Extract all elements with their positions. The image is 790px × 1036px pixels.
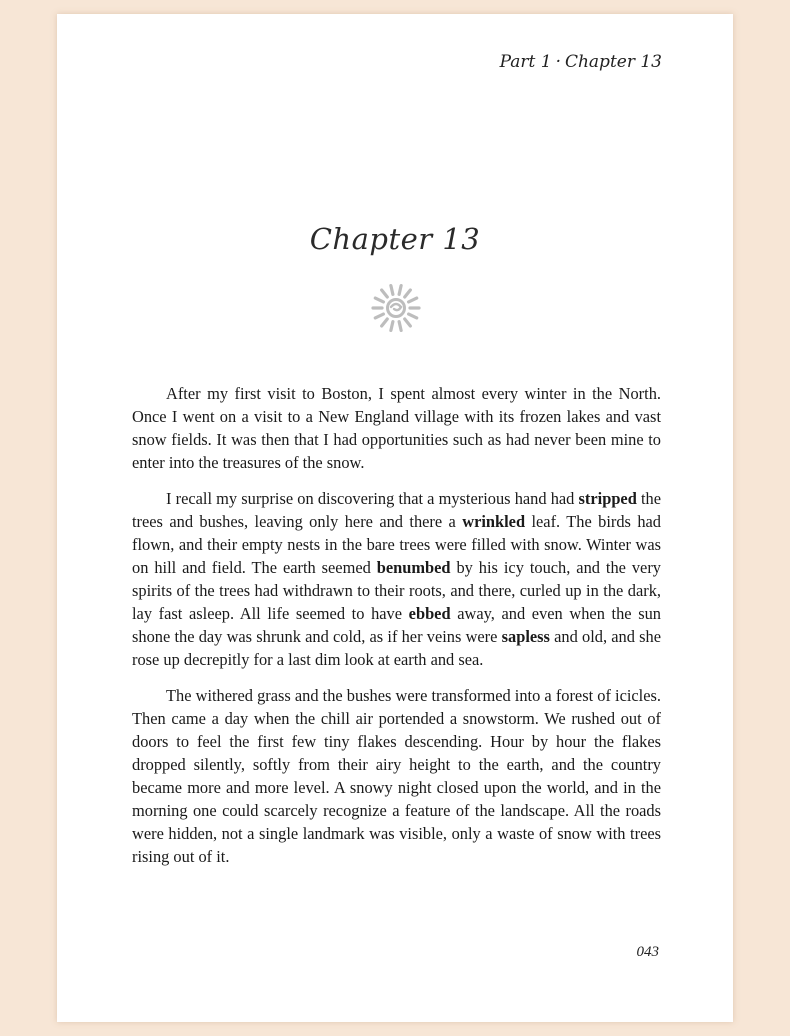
snowflake-sun-ornament-icon xyxy=(370,282,422,334)
text-run: the trees and bushes, leaving only here and there a xyxy=(132,489,662,531)
text-run: by his icy touch, and the very spirits of the trees had withdrawn to their roots, and there, curled up in the dark, lay fast asleep. All life seemed to have xyxy=(132,558,661,623)
page-number: 043 xyxy=(636,944,659,960)
bold-word: wrinkled xyxy=(462,512,526,531)
bold-word: benumbed xyxy=(376,558,451,577)
running-header xyxy=(500,52,662,72)
bold-word: sapless xyxy=(501,627,550,646)
header-chapter: Chapter 13 xyxy=(564,52,662,72)
text-run: and old, and she rose up decrepitly for a last dim look at earth and sea. xyxy=(132,627,661,669)
body-text xyxy=(132,382,661,881)
bold-word: stripped xyxy=(578,489,637,508)
header-part: Part 1 xyxy=(499,52,552,72)
paragraph xyxy=(132,487,661,671)
bold-word: ebbed xyxy=(408,604,451,623)
text-run: away, and even when the sun shone the day was shrunk and cold, as if her veins were xyxy=(132,604,661,646)
text-run: After my first visit to Boston, I spent almost every winter in the North. Once I went on a visit to a New England village with its frozen lakes and vast snow fields. It was then that I had opportunities such as had never been mine to enter into the treasures of the snow. xyxy=(132,384,661,472)
chapter-title: Chapter 13 xyxy=(309,222,481,256)
text-run: leaf. The birds had flown, and their empty nests in the bare trees were filled with snow. Winter was on hill and field. The earth seemed xyxy=(132,512,661,577)
book-page xyxy=(57,14,733,1022)
text-run: The withered grass and the bushes were transformed into a forest of icicles. Then came a day when the chill air portended a snowstorm. We rushed out of doors to feel the first few tiny flakes descending. Hour by hour the flakes dropped silently, softly from their airy height to the earth, and the country became more and more level. A snowy night closed upon the world, and in the morning one could scarcely recognize a feature of the landscape. All the roads were hidden, not a single landmark was visible, only a waste of snow with trees rising out of it. xyxy=(132,686,661,866)
paragraph xyxy=(132,382,661,474)
text-run: I recall my surprise on discovering that a mysterious hand had xyxy=(166,489,579,508)
header-separator: · xyxy=(555,52,561,72)
paragraph xyxy=(132,684,661,868)
